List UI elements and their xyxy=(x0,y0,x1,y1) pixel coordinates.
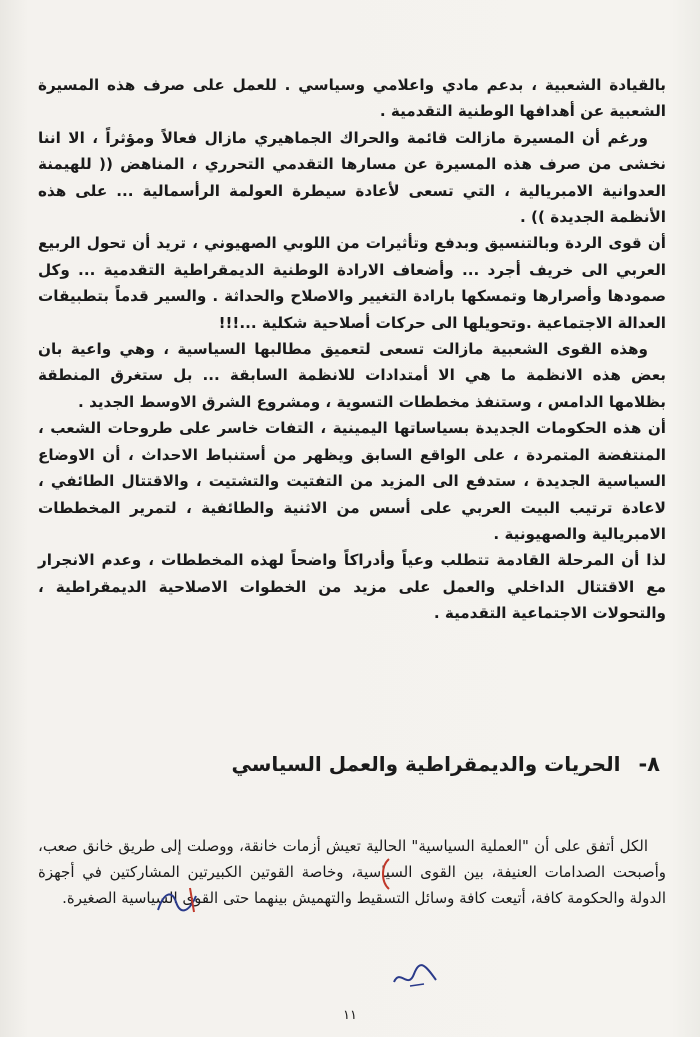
paragraph-5: أن هذه الحكومات الجديدة بسياساتها اليمينية ، التفات خاسر على طروحات الشعب ، المنتفضة المتمردة ، على الواقع السابق ويظهر من أستنباط الاحداث ، أن الاوضاع السياسية الجديدة ، ستدفع الى المزيد من التفتيت والتشتيت ، والاقتتال الطائفي ، لاعادة ترتيب البيت العربي على أسس من الاثنية والطائفية ، لتمرير المخططات الامبريالية والصهيونية . xyxy=(38,419,666,543)
paragraph-6: لذا أن المرحلة القادمة تتطلب وعياً وأدراكاً واضحاً لهذه المخططات ، وعدم الانجرار مع الاقتتال الداخلي والعمل على مزيد من الخطوات الاصلاحية الديمقراطية ، والتحولات الاجتماعية التقدمية . xyxy=(38,551,666,623)
handwritten-correction-mark xyxy=(150,882,210,922)
body-text-column xyxy=(38,72,666,627)
section-body xyxy=(38,833,666,911)
paragraph-2: ورغم أن المسيرة مازالت قائمة والحراك الجماهيري مازال فعالاً ومؤثراً ، الا اننا نخشى من صرف هذه المسيرة عن مسارها التقدمي التحرري ، المناهض (( للهيمنة العدوانية الامبريالية ، التي تسعى لأعادة سيطرة العولمة الرأسمالية ... على هذه الأنظمة الجديدة )) . xyxy=(38,128,666,227)
section-paragraph: الكل أتفق على أن "العملية السياسية" الحالية تعيش أزمات خانقة، ووصلت إلى طريق خانق صعب، وأصبحت الصدامات العنيفة، بين القوى السياسية، وخاصة القوتين الكبيرتين المشاركتين في أجهزة الدولة والحكومة كافة، أتيعت كافة وسائل التسقيط والتهميش بينهما حتى القوى السياسية الصغيرة. xyxy=(38,837,666,907)
page-number: ١١ xyxy=(343,1008,357,1023)
paragraph-3: أن قوى الردة وبالتنسيق وبدفع وتأثيرات من اللوبي الصهيوني ، تريد أن تحول الربيع العربي الى خريف أجرد ... وأضعاف الارادة الوطنية الديمقراطية التقدمية ... وكل صمودها وأصرارها وتمسكها بارادة التغيير والاصلاح والحداثة . والسير قدماً بتطبيقات العدالة الاجتماعية .وتحويلها الى حركات أصلاحية شكلية ...!!! xyxy=(38,234,666,332)
handwritten-signature-scribble xyxy=(390,960,442,994)
paragraph-4: وهذه القوى الشعبية مازالت تسعى لتعميق مطالبها السياسية ، وهي واعية بان بعض هذه الانظمة ما هي الا أمتدادات للانظمة السابقة ... بل ستغرق المنطقة بظلامها الدامس ، وستنفذ مخططات التسوية ، ومشروع الشرق الاوسط الجديد . xyxy=(38,340,666,411)
section-heading xyxy=(200,752,660,776)
red-bracket-mark xyxy=(378,856,392,892)
section-title-text: الحريات والديمقراطية والعمل السياسي xyxy=(231,752,621,776)
section-number: ٨- xyxy=(638,752,660,776)
paragraph-1: بالقيادة الشعبية ، بدعم مادي واعلامي وسياسي . للعمل على صرف هذه المسيرة الشعبية عن أهدافها الوطنية التقدمية . xyxy=(38,76,666,121)
